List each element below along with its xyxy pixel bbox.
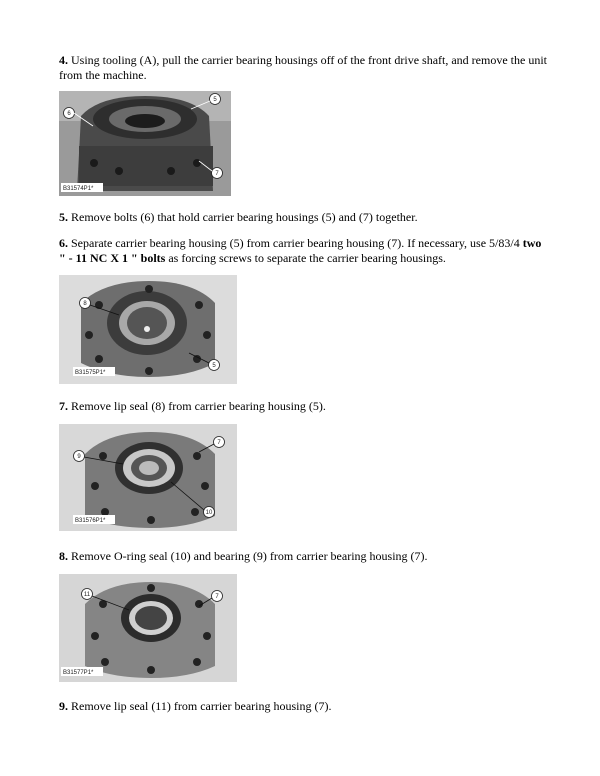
bold-spec: two " - 11 NC X 1 " bolts bbox=[59, 236, 542, 265]
figure-photo-2 bbox=[59, 275, 237, 384]
step-text: Remove bolts (6) that hold carrier bearing housings (5) and (7) together. bbox=[68, 210, 418, 224]
callout-10: 10 bbox=[205, 510, 213, 517]
figure-photo-3 bbox=[59, 424, 237, 531]
figure-caption: B31576P1* bbox=[75, 518, 106, 524]
step-number: 7. bbox=[59, 399, 68, 413]
step-text: Using tooling (A), pull the carrier bearing housings off of the front drive shaft, and remove the unit from the machine. bbox=[59, 53, 547, 82]
step-text: Separate carrier bearing housing (5) from carrier bearing housing (7). If necessary, use 5/83/4 bbox=[68, 236, 523, 250]
callout-7: 7 bbox=[215, 171, 219, 178]
step-number: 8. bbox=[59, 549, 68, 563]
step-7 bbox=[59, 399, 549, 414]
step-8 bbox=[59, 549, 549, 564]
callout-5: 5 bbox=[212, 363, 216, 370]
figure-photo-1 bbox=[59, 91, 231, 196]
callout-7: 7 bbox=[215, 594, 219, 601]
step-number: 9. bbox=[59, 699, 68, 713]
callout-6: 6 bbox=[67, 111, 71, 118]
callout-7: 7 bbox=[217, 440, 221, 447]
step-6 bbox=[59, 236, 549, 266]
step-text: Remove lip seal (8) from carrier bearing housing (5). bbox=[68, 399, 326, 413]
figure-caption: B31577P1* bbox=[63, 670, 94, 676]
figure-caption: B31575P1* bbox=[75, 370, 106, 376]
step-number: 4. bbox=[59, 53, 68, 67]
step-number: 5. bbox=[59, 210, 68, 224]
step-9 bbox=[59, 699, 549, 714]
step-5 bbox=[59, 210, 549, 225]
callout-9: 9 bbox=[77, 454, 81, 461]
callout-5: 5 bbox=[213, 97, 217, 104]
figure-caption: B31574P1* bbox=[63, 186, 94, 192]
step-text: as forcing screws to separate the carrier bearing housings. bbox=[165, 251, 446, 265]
step-text: Remove lip seal (11) from carrier bearing housing (7). bbox=[68, 699, 332, 713]
callout-8: 8 bbox=[83, 301, 87, 308]
step-text: Remove O-ring seal (10) and bearing (9) from carrier bearing housing (7). bbox=[68, 549, 428, 563]
figure-photo-4 bbox=[59, 574, 237, 682]
step-4 bbox=[59, 53, 549, 83]
step-number: 6. bbox=[59, 236, 68, 250]
callout-11: 11 bbox=[83, 592, 91, 599]
